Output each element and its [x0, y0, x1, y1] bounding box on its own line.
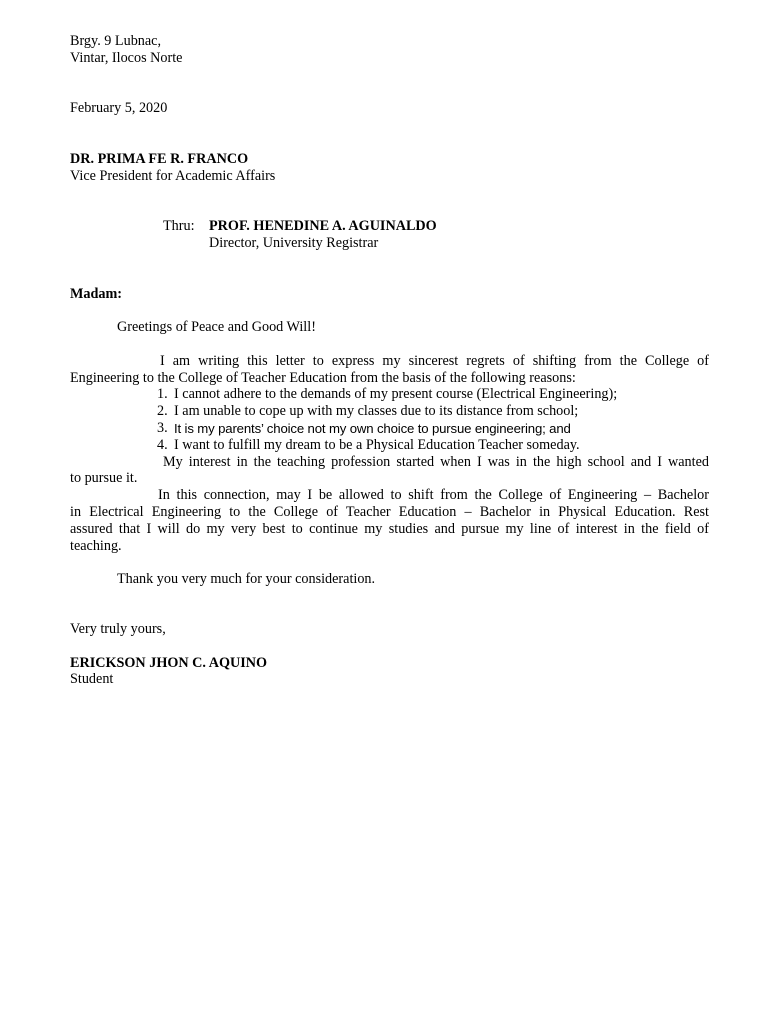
reason-text-2: I am unable to cope up with my classes due to its distance from school; — [174, 403, 579, 419]
reason-text-4: I want to fulfill my dream to be a Physical Education Teacher someday. — [174, 437, 580, 453]
connection-line-2: in Electrical Engineering to the College of Teacher Education – Bachelor in Physical Education. Rest — [70, 504, 709, 520]
recipient-title: Vice President for Academic Affairs — [70, 168, 276, 184]
recipient-name: DR. PRIMA FE R. FRANCO — [70, 151, 249, 167]
sender-address-line2: Vintar, Ilocos Norte — [70, 50, 183, 66]
intro-line-2: Engineering to the College of Teacher Education from the basis of the following reasons: — [70, 370, 576, 386]
thanks-line: Thank you very much for your consideration. — [117, 571, 376, 587]
interest-line-1: My interest in the teaching profession started when I was in the high school and I wanted — [163, 454, 709, 470]
connection-line-4: teaching. — [70, 538, 122, 554]
letter-date: February 5, 2020 — [70, 100, 168, 116]
reason-text-1: I cannot adhere to the demands of my present course (Electrical Engineering); — [174, 386, 618, 402]
reason-number-4: 4. — [157, 437, 168, 453]
intro-line-1: I am writing this letter to express my sincerest regrets of shifting from the College of — [160, 353, 709, 369]
signatory-role: Student — [70, 671, 114, 687]
connection-line-3: assured that I will do my very best to continue my studies and pursue my line of interest in the field of — [70, 521, 709, 537]
signatory-name: ERICKSON JHON C. AQUINO — [70, 655, 268, 671]
thru-name: PROF. HENEDINE A. AGUINALDO — [209, 218, 437, 234]
interest-line-2: to pursue it. — [70, 470, 138, 486]
connection-line-1: In this connection, may I be allowed to shift from the College of Engineering – Bachelor — [158, 487, 709, 503]
reason-number-3: 3. — [157, 420, 168, 436]
reason-text-3: It is my parents’ choice not my own choice to pursue engineering; and — [174, 421, 571, 436]
thru-label: Thru: — [163, 218, 195, 234]
closing: Very truly yours, — [70, 621, 166, 637]
reason-number-1: 1. — [157, 386, 168, 402]
sender-address-line1: Brgy. 9 Lubnac, — [70, 33, 162, 49]
thru-title: Director, University Registrar — [209, 235, 379, 251]
salutation: Madam: — [70, 286, 123, 302]
reason-number-2: 2. — [157, 403, 168, 419]
greeting: Greetings of Peace and Good Will! — [117, 319, 316, 335]
